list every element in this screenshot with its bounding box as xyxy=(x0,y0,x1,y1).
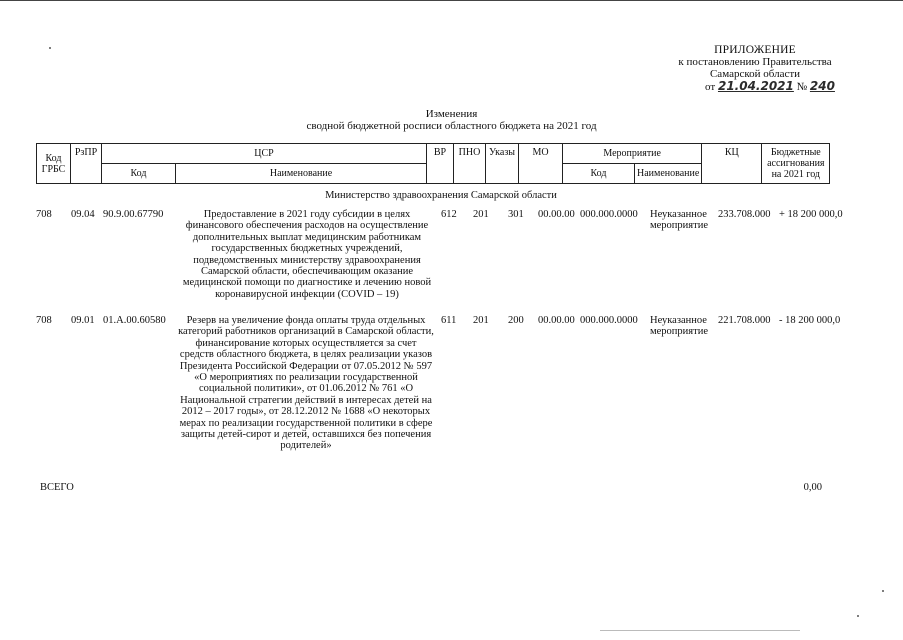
row-pno: 201 xyxy=(473,315,489,326)
row-mer-kod: 000.000.0000 xyxy=(580,209,638,220)
row-vr: 612 xyxy=(441,209,457,220)
header-kod-grbs: Код ГРБС xyxy=(37,144,71,184)
header-rzpr: РзПР xyxy=(71,144,102,184)
handwritten-number: 240 xyxy=(809,79,835,93)
appendix-title: ПРИЛОЖЕНИЕ xyxy=(714,44,796,56)
row-mer-name: Неуказанное мероприятие xyxy=(650,209,708,232)
row-rzpr: 09.01 xyxy=(71,315,95,326)
from-label: от xyxy=(705,81,716,93)
header-mo: МО xyxy=(519,144,563,184)
row-amount: - 18 200 000,0 xyxy=(779,315,841,326)
header-assignments: Бюджетные ассигнования на 2021 год xyxy=(762,144,830,184)
row-mer-name: Неуказанное мероприятие xyxy=(650,315,708,338)
row-kc: 221.708.000 xyxy=(718,315,771,326)
header-kc: КЦ xyxy=(702,144,762,184)
scan-speck xyxy=(857,615,859,617)
row-description: Резерв на увеличение фонда оплаты труда отдельных категорий работников организаций в Самарской области, финансирование которых осуществляется за счет средств областного бюджета, в целях реализации указов Президента Российской Федерации от 07.05.2012 № 597 «О мероприятиях по реализации государственной социальной политики», от 01.06.2012 № 761 «О Национальной стратегии действий в интересах детей на 2012 – 2017 годы», от 28.12.2012 № 1688 «О некоторых мерах по реализации государственной политики в сфере защиты детей-сирот и детей, оставшихся без попечения родителей» xyxy=(178,315,434,452)
scan-edge-line xyxy=(0,0,903,1)
row-csr: 01.А.00.60580 xyxy=(103,315,166,326)
scan-speck xyxy=(882,590,884,592)
header-ukazy: Указы xyxy=(486,144,519,184)
row-amount: + 18 200 000,0 xyxy=(779,209,843,220)
header-csr: ЦСР xyxy=(102,144,427,164)
header-csr-kod: Код xyxy=(102,164,176,184)
scan-edge-line xyxy=(600,630,800,631)
appendix-line-3: Самарской области xyxy=(709,68,801,80)
appendix-date-line xyxy=(640,80,870,93)
row-grbs: 708 xyxy=(36,209,52,220)
header-pno: ПНО xyxy=(454,144,486,184)
title-line-2: сводной бюджетной росписи областного бюджета на 2021 год xyxy=(306,120,597,132)
header-table xyxy=(36,143,830,184)
row-vr: 611 xyxy=(441,315,457,326)
row-csr: 90.9.00.67790 xyxy=(103,209,164,220)
row-grbs: 708 xyxy=(36,315,52,326)
row-ukazy: 301 xyxy=(508,209,524,220)
header-meropriyatie: Мероприятие xyxy=(563,144,702,164)
appendix-block xyxy=(640,44,870,93)
row-mer-kod: 000.000.0000 xyxy=(580,315,638,326)
appendix-line-2: к постановлению Правительства xyxy=(678,56,832,68)
header-csr-name: Наименование xyxy=(176,164,427,184)
total-label: ВСЕГО xyxy=(40,482,74,493)
header-mer-name: Наименование xyxy=(635,164,702,184)
row-mo: 00.00.00 xyxy=(538,315,575,326)
row-pno: 201 xyxy=(473,209,489,220)
header-mer-kod: Код xyxy=(563,164,635,184)
row-rzpr: 09.04 xyxy=(71,209,95,220)
total-value: 0,00 xyxy=(803,482,822,493)
row-ukazy: 200 xyxy=(508,315,524,326)
title-line-1: Изменения xyxy=(425,108,478,120)
row-description: Предоставление в 2021 году субсидии в целях финансового обеспечения расходов на осуществление дополнительных выплат медицинским работникам государственных бюджетных учреждений, подведомственных министерству здравоохранения Самарской области, обеспечивающим оказание медицинской помощи по диагностике и лечению новой коронавирусной инфекции (COVID – 19) xyxy=(182,209,432,300)
row-kc: 233.708.000 xyxy=(718,209,771,220)
header-vr: ВР xyxy=(427,144,454,184)
scan-speck xyxy=(49,47,51,49)
row-mo: 00.00.00 xyxy=(538,209,575,220)
number-label: № xyxy=(796,81,808,93)
ministry-heading: Министерство здравоохранения Самарской области xyxy=(325,190,557,201)
handwritten-date: 21.04.2021 xyxy=(717,79,794,93)
document-title xyxy=(0,108,903,132)
